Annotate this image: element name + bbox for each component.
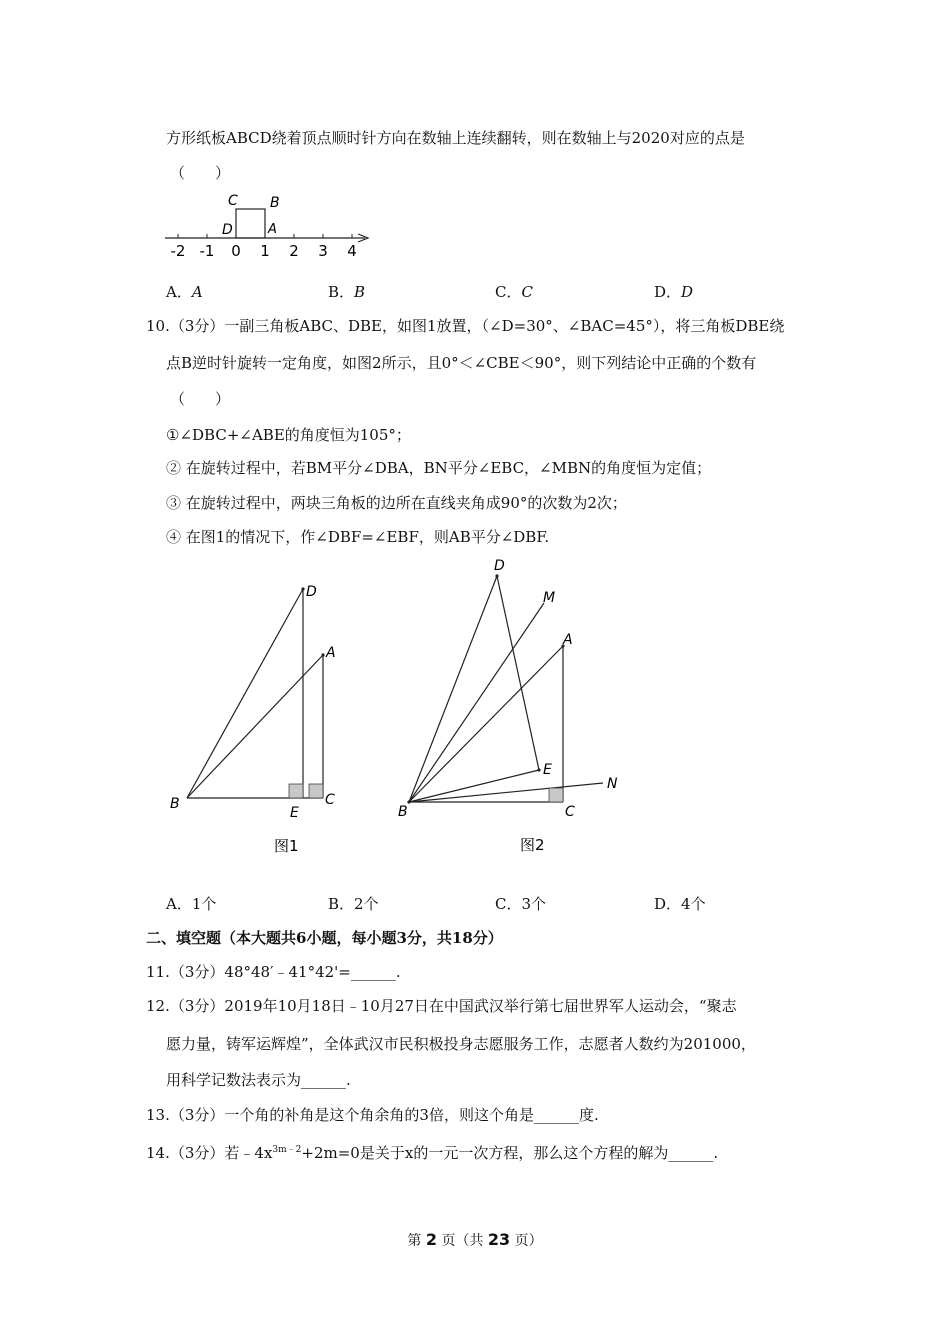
q14: 14.（3分）若$﹣4x^{3m﹣2}+2m=0$是关于x的一元一次方程，那么这个方程的解为______. <box>146 1144 719 1162</box>
fig1-label-d: D <box>306 584 317 600</box>
tick-label: 1 <box>260 242 270 260</box>
page-footer: 第 2 页（共 23 页） <box>407 1230 543 1249</box>
tick-label: 4 <box>347 242 357 260</box>
q9-option-d[interactable]: D．D <box>654 283 694 301</box>
tick-label: -1 <box>199 242 215 260</box>
q9-bracket: （ ） <box>170 164 231 182</box>
q10-line2: 点B逆时针旋转一定角度，如图2所示，且0°＜∠CBE＜90°，则下列结论中正确的个数有 <box>166 354 757 372</box>
fig2-label-a: A <box>563 632 573 648</box>
q13: 13.（3分）一个角的补角是这个角余角的3倍，则这个角是______度. <box>146 1106 599 1124</box>
fig1-label-e: E <box>290 805 299 821</box>
page-total: 23 <box>487 1230 511 1249</box>
fig2-label-b: B <box>398 804 408 820</box>
tick-label: 3 <box>318 242 328 260</box>
label-d: D <box>222 222 233 238</box>
fig1-label-c: C <box>325 792 335 808</box>
label-a: A <box>268 222 277 237</box>
tick-label: 0 <box>231 242 241 260</box>
fig2-caption: 图2 <box>520 836 545 854</box>
tick-label: -2 <box>170 242 186 260</box>
fig1-caption: 图1 <box>274 837 299 855</box>
fig2-label-e: E <box>543 762 552 778</box>
fig2-label-d: D <box>494 558 505 574</box>
fig2-label-c: C <box>565 804 575 820</box>
q10-line1: 10.（3分）一副三角板ABC、DBE，如图1放置，（∠D=30°、∠BAC=45°），将三角板DBE绕 <box>146 317 785 335</box>
q9-line1: 方形纸板ABCD绕着顶点顺时针方向在数轴上连续翻转，则在数轴上与2020对应的点是 <box>166 129 745 147</box>
q10-option-b[interactable]: B．2个 <box>328 895 379 913</box>
figure-2 <box>390 550 630 865</box>
q10-statement-2: ② 在旋转过程中，若BM平分∠DBA，BN平分∠EBC，∠MBN的角度恒为定值； <box>166 459 712 477</box>
q10-statement-1: ①∠DBC+∠ABE的角度恒为105°； <box>166 426 411 444</box>
q12-line1: 12.（3分）2019年10月18日﹣10月27日在中国武汉举行第七届世界军人运动会，“聚志 <box>146 997 737 1015</box>
section-heading: 二、填空题（本大题共6小题，每小题3分，共18分） <box>146 929 503 947</box>
q12-line2: 愿力量，铸军运辉煌”，全体武汉市民积极投身志愿服务工作，志愿者人数约为201000， <box>166 1035 756 1053</box>
number-line-figure <box>160 190 380 262</box>
q10-statement-3: ③ 在旋转过程中，两块三角板的边所在直线夹角成90°的次数为2次； <box>166 494 627 512</box>
square-abcd <box>236 209 265 238</box>
q12-line3: 用科学记数法表示为______. <box>166 1071 351 1089</box>
fig1-label-a: A <box>326 645 336 661</box>
figure-1 <box>160 575 360 865</box>
q9-option-b[interactable]: B．B <box>328 283 366 301</box>
page-number: 2 <box>425 1230 437 1249</box>
label-b: B <box>270 195 280 211</box>
q11: 11.（3分）48°48′﹣41°42'=______. <box>146 963 401 981</box>
tick-label: 2 <box>289 242 299 260</box>
fig2-label-n: N <box>607 776 618 792</box>
q10-option-a[interactable]: A．1个 <box>166 895 217 913</box>
label-c: C <box>228 193 238 209</box>
q10-option-c[interactable]: C．3个 <box>495 895 547 913</box>
q10-statement-4: ④ 在图1的情况下，作∠DBF=∠EBF，则AB平分∠DBF. <box>166 528 550 546</box>
q9-option-a[interactable]: A．A <box>166 283 203 301</box>
q10-option-d[interactable]: D．4个 <box>654 895 706 913</box>
q9-option-c[interactable]: C．C <box>495 283 533 301</box>
fig2-label-m: M <box>543 590 556 606</box>
q10-bracket: （ ） <box>170 390 231 408</box>
fig1-label-b: B <box>170 796 180 812</box>
